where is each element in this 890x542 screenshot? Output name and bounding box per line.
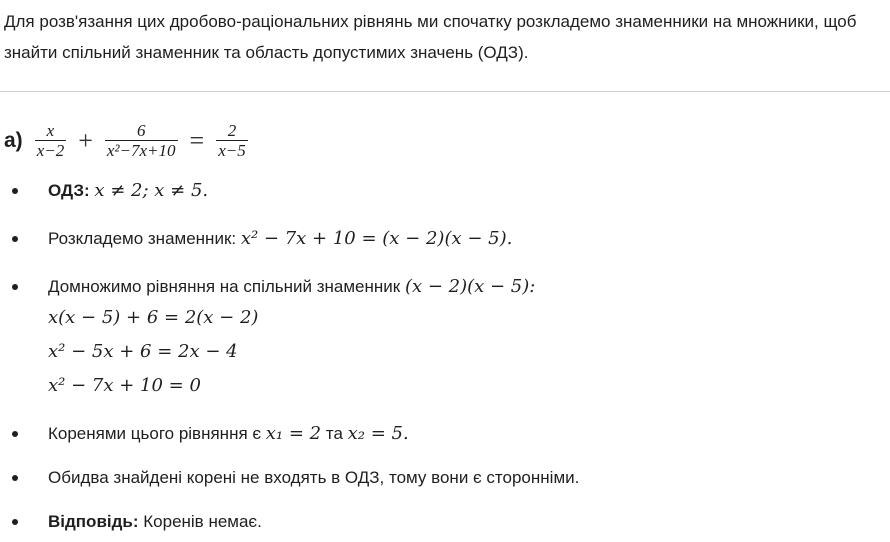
text: та: [321, 424, 348, 443]
bullet-icon: [12, 188, 18, 194]
fraction-3: [216, 122, 248, 160]
part-label: а): [4, 129, 23, 152]
intro-paragraph: Для розв'язання цих дробово-раціональних рівнянь ми спочатку розкладемо знаменники на множники, щоб знайти спільний знаменник та область допустимих значень (ОДЗ).: [4, 12, 857, 62]
math-line: x(x − 5) + 6 = 2(x − 2): [48, 307, 259, 328]
math: x₁ = 2: [265, 423, 322, 444]
bold-label: ОДЗ:: [48, 181, 90, 200]
equals-sign: =: [189, 126, 205, 155]
numerator: 2: [227, 121, 237, 140]
bullet-icon: [12, 475, 18, 481]
bullet-icon: [12, 284, 18, 290]
math: x² − 7x + 10 = (x − 2)(x − 5).: [240, 228, 513, 249]
text: Домножимо рівняння на спільний знаменник: [48, 277, 405, 296]
numerator: x: [46, 121, 55, 140]
fraction-1: [35, 122, 67, 160]
fraction-2: [105, 122, 178, 160]
divider: [0, 91, 890, 92]
math-line: x² − 7x + 10 = 0: [48, 375, 201, 396]
bullet-icon: [12, 236, 18, 242]
math-line: x² − 5x + 6 = 2x − 4: [48, 341, 238, 362]
denominator: x−2: [36, 141, 65, 160]
denominator: x−5: [218, 141, 246, 160]
bullet-icon: [12, 519, 18, 525]
denominator: x²−7x+10: [106, 141, 176, 160]
plus-sign: +: [78, 126, 93, 155]
bold-label: Відповідь:: [48, 512, 139, 531]
math: x₂ = 5.: [347, 423, 409, 444]
math: (x − 2)(x − 5):: [404, 276, 536, 297]
bullet-icon: [12, 431, 18, 437]
text: Обидва знайдені корені не входять в ОДЗ, тому вони є сторонніми.: [48, 468, 580, 487]
text: Коренями цього рівняння є: [48, 424, 266, 443]
numerator: 6: [136, 121, 146, 140]
equation-heading: [4, 122, 252, 160]
text: Розкладемо знаменник:: [48, 229, 241, 248]
math: x ≠ 2; x ≠ 5.: [94, 180, 209, 201]
text: Коренів немає.: [138, 512, 262, 531]
